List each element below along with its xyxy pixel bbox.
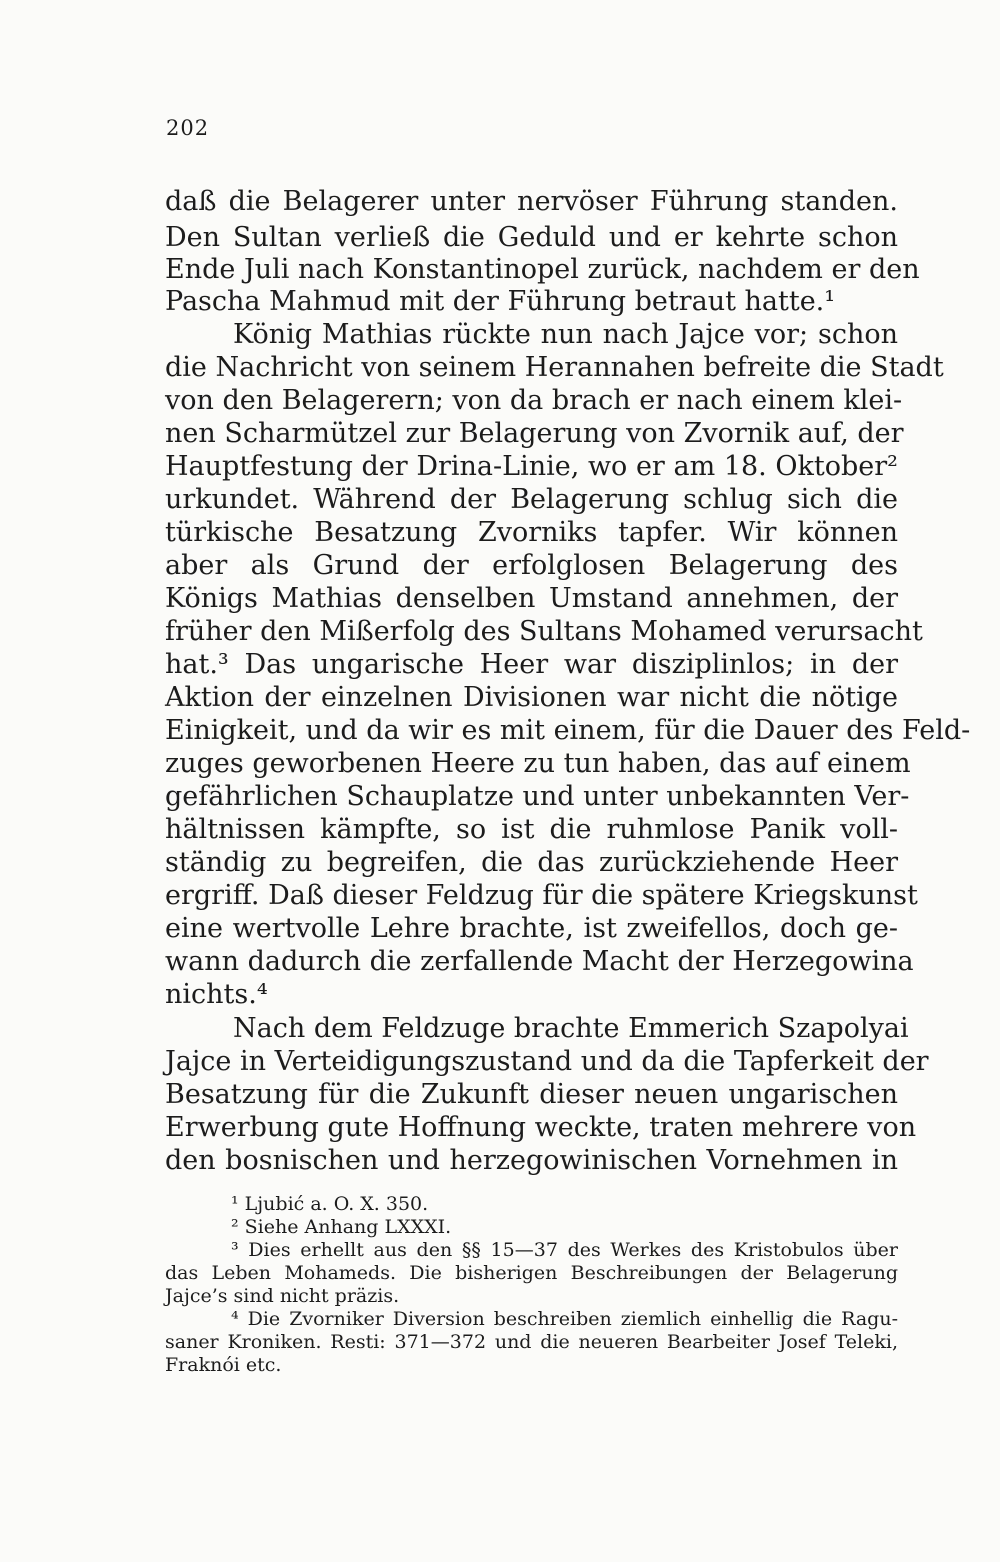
body-line: nichts.⁴ — [165, 979, 268, 1010]
footnote-4-cont: saner Kroniken. Resti: 371—372 und die neueren Bearbeiter Josef Teleki, — [165, 1331, 898, 1353]
body-line: ständig zu begreifen, die das zurückziehende Heer — [165, 847, 898, 878]
body-line: Jajce in Verteidigungszustand und da die Tapferkeit der — [165, 1046, 929, 1077]
body-line: daß die Belagerer unter nervöser Führung standen. — [165, 186, 898, 217]
body-line: aber als Grund der erfolglosen Belagerung des — [165, 550, 898, 581]
body-line: Erwerbung gute Hoffnung weckte, traten mehrere von — [165, 1112, 917, 1143]
body-line: König Mathias rückte nun nach Jajce vor; schon — [233, 319, 898, 350]
body-line: Einigkeit, und da wir es mit einem, für die Dauer des Feld- — [165, 715, 971, 746]
footnote-3-cont: das Leben Mohameds. Die bisherigen Beschreibungen der Belagerung — [165, 1262, 898, 1284]
body-line: Den Sultan verließ die Geduld und er kehrte schon — [165, 222, 898, 253]
footnote-4: ⁴ Die Zvorniker Diversion beschreiben ziemlich einhellig die Ragu- — [231, 1308, 898, 1330]
body-line: wann dadurch die zerfallende Macht der Herzegowina — [165, 946, 914, 977]
body-line: türkische Besatzung Zvorniks tapfer. Wir können — [165, 517, 898, 548]
page-number: 202 — [166, 116, 210, 140]
body-line: gefährlichen Schauplatze und unter unbekannten Ver- — [165, 781, 910, 812]
body-line: den bosnischen und herzegowinischen Vornehmen in — [165, 1145, 898, 1176]
body-line: Aktion der einzelnen Divisionen war nicht die nötige — [165, 682, 898, 713]
body-line: Ende Juli nach Konstantinopel zurück, nachdem er den — [165, 254, 920, 285]
body-line: Königs Mathias denselben Umstand annehmen, der — [165, 583, 898, 614]
footnote-1: ¹ Ljubić a. O. X. 350. — [231, 1193, 429, 1215]
body-line: Besatzung für die Zukunft dieser neuen ungarischen — [165, 1079, 898, 1110]
body-line: eine wertvolle Lehre brachte, ist zweifellos, doch ge- — [165, 913, 898, 944]
body-line: Nach dem Feldzuge brachte Emmerich Szapolyai — [233, 1013, 909, 1044]
footnote-4-cont: Fraknói etc. — [165, 1354, 282, 1376]
body-line: Hauptfestung der Drina-Linie, wo er am 18. Oktober² — [165, 451, 898, 482]
body-line: ergriff. Daß dieser Feldzug für die spätere Kriegskunst — [165, 880, 918, 911]
body-line: von den Belagerern; von da brach er nach einem klei- — [165, 385, 903, 416]
body-line: urkundet. Während der Belagerung schlug sich die — [165, 484, 898, 515]
body-line: früher den Mißerfolg des Sultans Mohamed verursacht — [165, 616, 923, 647]
footnote-3-cont: Jajce’s sind nicht präzis. — [165, 1285, 400, 1307]
footnote-3: ³ Dies erhellt aus den §§ 15—37 des Werkes des Kristobulos über — [231, 1239, 898, 1261]
footnote-2: ² Siehe Anhang LXXXI. — [231, 1216, 452, 1238]
body-line: die Nachricht von seinem Herannahen befreite die Stadt — [165, 352, 944, 383]
body-line: zuges geworbenen Heere zu tun haben, das auf einem — [165, 748, 911, 779]
body-line: Pascha Mahmud mit der Führung betraut hatte.¹ — [165, 286, 836, 317]
body-line: nen Scharmützel zur Belagerung von Zvornik auf, der — [165, 418, 904, 449]
body-line: hat.³ Das ungarische Heer war disziplinlos; in der — [165, 649, 898, 680]
body-line: hältnissen kämpfte, so ist die ruhmlose Panik voll- — [165, 814, 898, 845]
